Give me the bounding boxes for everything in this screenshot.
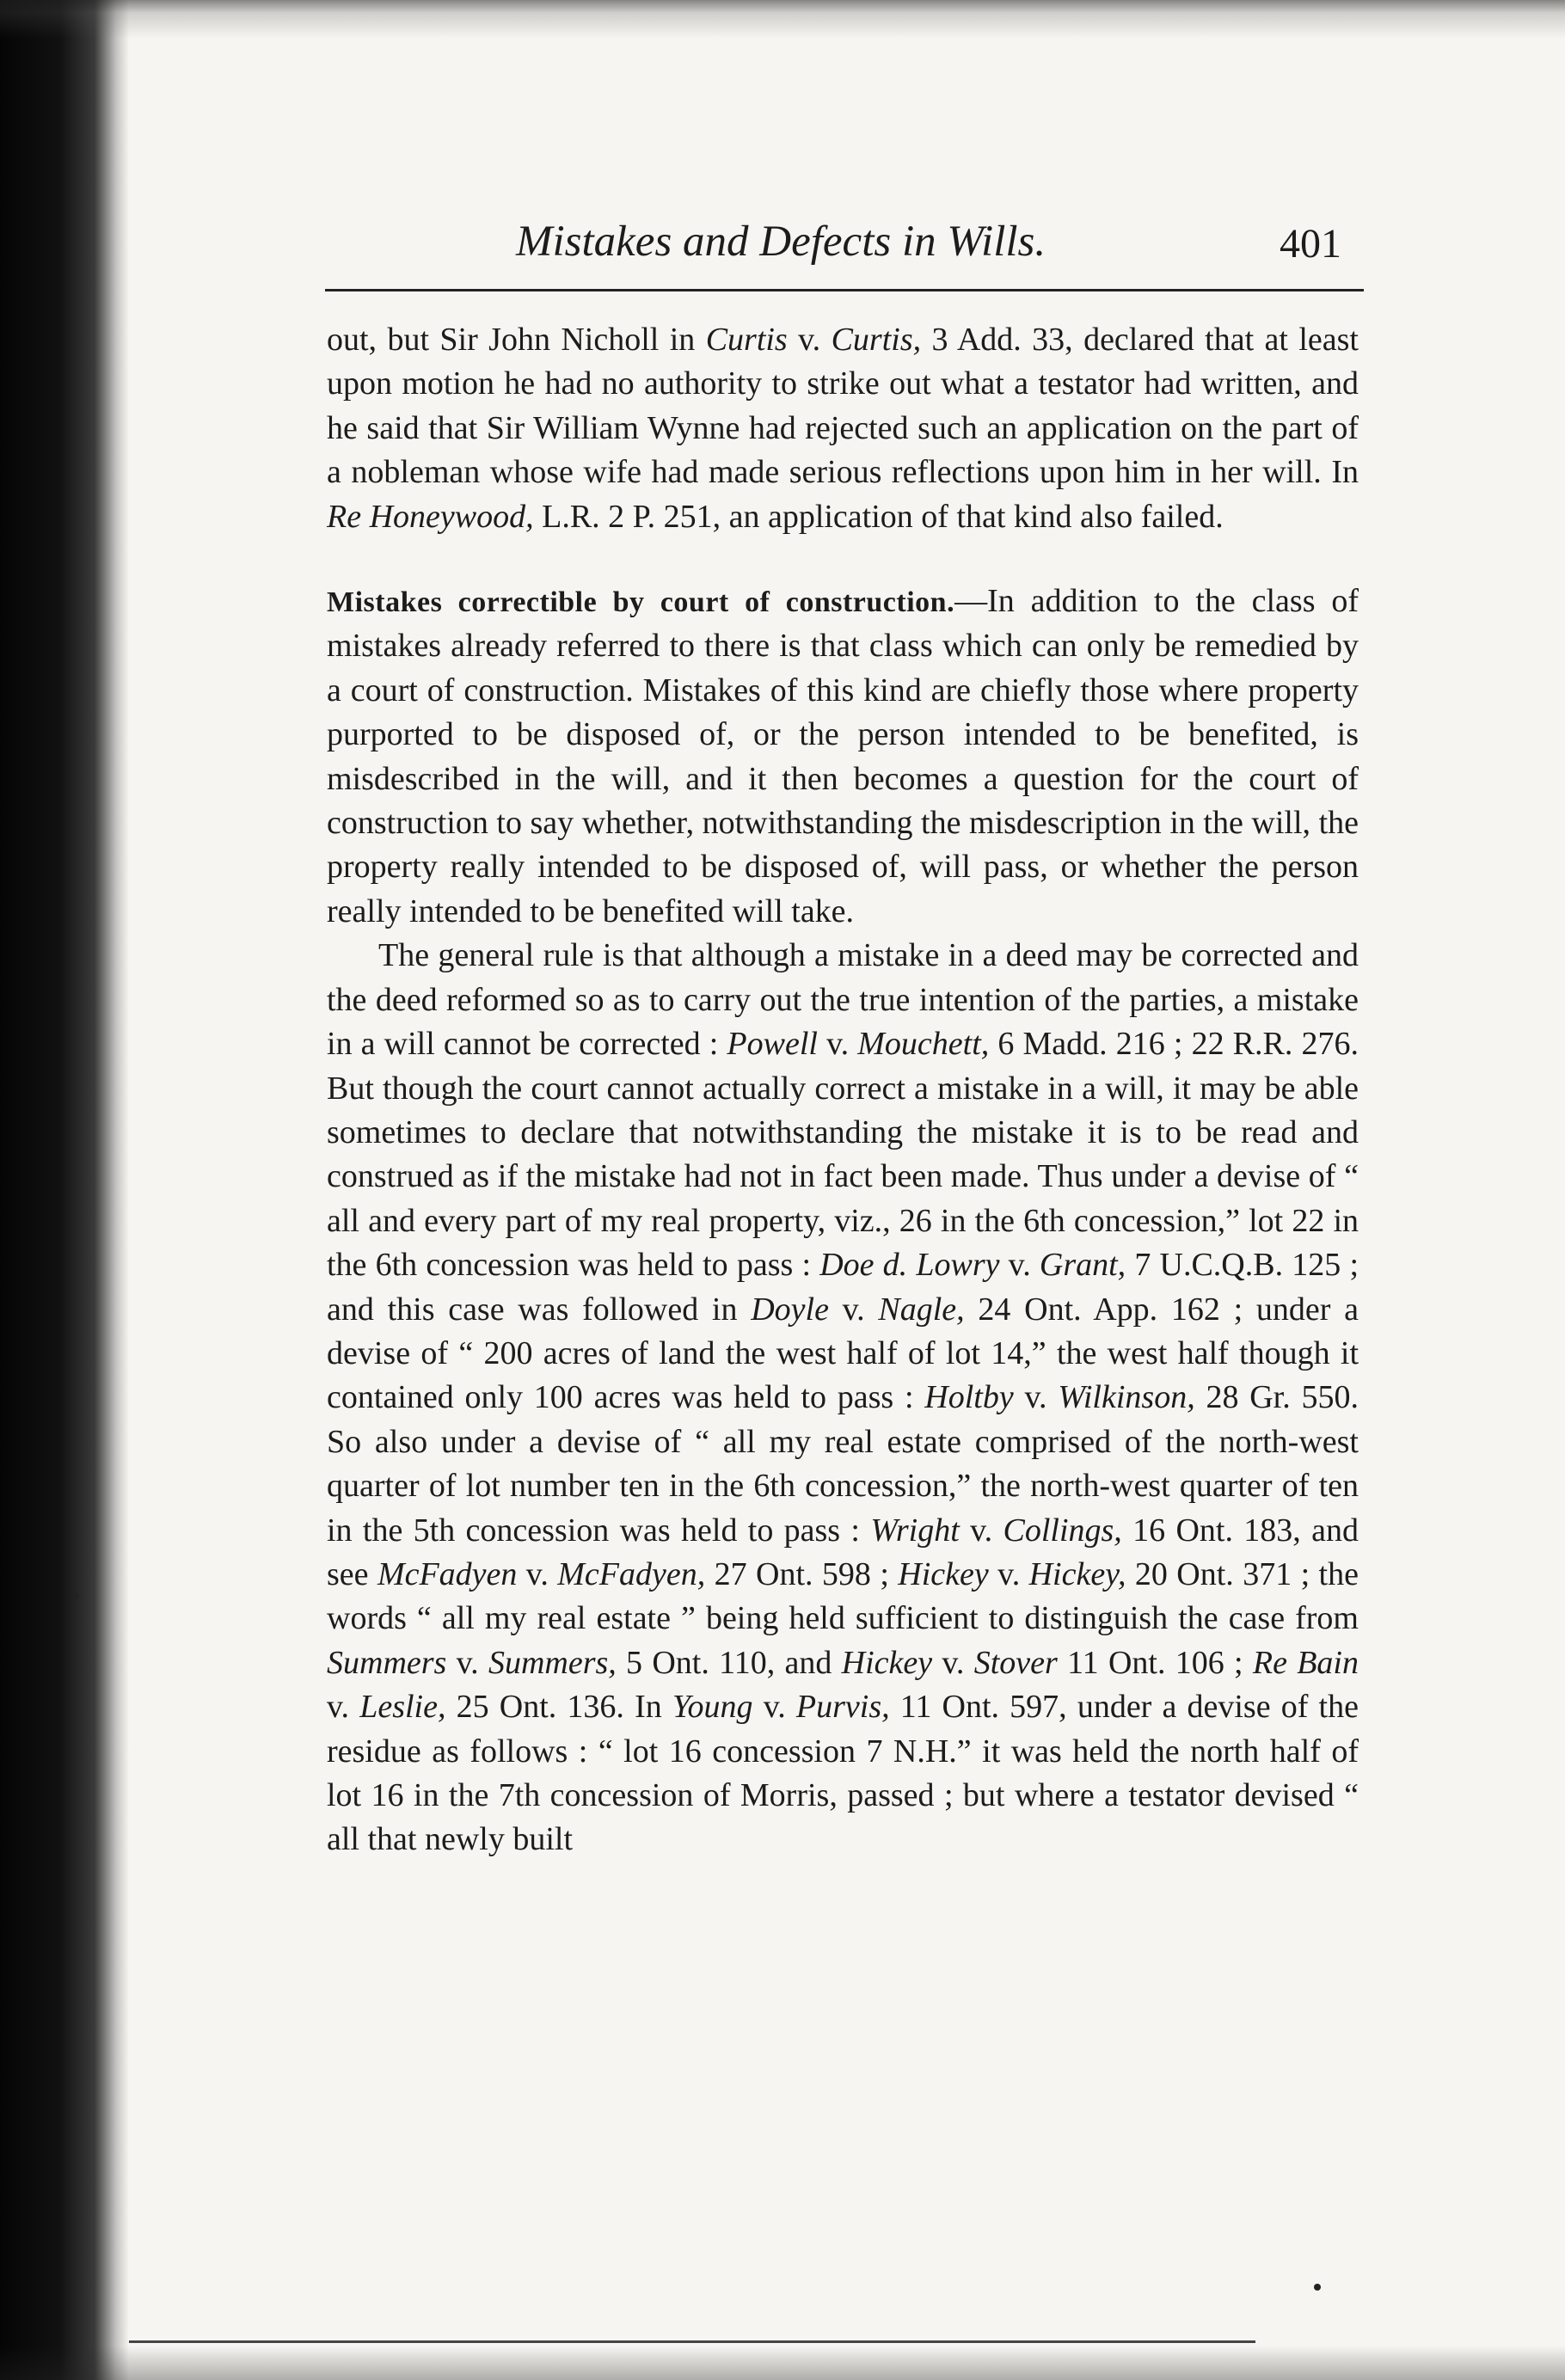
- section-gap: [327, 539, 1359, 580]
- case-citation: Holtby: [924, 1379, 1014, 1416]
- case-citation: Grant,: [1039, 1247, 1126, 1284]
- case-citation: Doe d. Lowry: [819, 1247, 1000, 1284]
- paragraph-3: The general rule is that although a mistake in a deed may be corrected and the deed reformed so as to carry out the true intention of the parties, a mistake in a will cannot be corrected : Powell v. Mouchett, 6 Madd. 216 ; 22 R.R. 276. But though the court cannot actually correct a mistake in a will, it may be able sometimes to declare that notwithstanding the mistake it is to be read and construed as if the mistake had not in fact been made. Thus under a devise of “ all and every part of my real property, viz., 26 in the 6th concession,” lot 22 in the 6th concession was held to pass : Doe d. Lowry v. Grant, 7 U.C.Q.B. 125 ; and this case was followed in Doyle v. Nagle, 24 Ont. App. 162 ; under a devise of “ 200 acres of land the west half of lot 14,” the west half though it contained only 100 acres was held to pass : Holtby v. Wilkinson, 28 Gr. 550. So also under a devise of “ all my real estate comprised of the north-west quarter of lot number ten in the 6th concession,” the north-west quarter of ten in the 5th concession was held to pass : Wright v. Collings, 16 Ont. 183, and see McFadyen v. McFadyen, 27 Ont. 598 ; Hickey v. Hickey, 20 Ont. 371 ; the words “ all my real estate ” being held sufficient to distinguish the case from Summers v. Summers, 5 Ont. 110, and Hickey v. Stover 11 Ont. 106 ; Re Bain v. Leslie, 25 Ont. 136. In Young v. Purvis, 11 Ont. 597, under a devise of the residue as follows : “ lot 16 concession 7 N.H.” it was held the north half of lot 16 in the 7th concession of Morris, passed ; but where a testator devised “ all that newly built: [327, 937, 1359, 1858]
- case-citation: Purvis,: [795, 1689, 890, 1726]
- bottom-edge-rule: [129, 2340, 1255, 2343]
- case-citation: Leslie,: [359, 1689, 446, 1726]
- case-citation: Re Bain: [1252, 1644, 1359, 1681]
- margin-dot: [72, 1592, 79, 1599]
- case-citation: Re Honeywood,: [327, 498, 534, 535]
- case-citation: Wright: [870, 1512, 960, 1549]
- case-citation: Hickey,: [1028, 1555, 1126, 1592]
- case-citation: Doyle: [751, 1291, 829, 1328]
- case-citation: Collings,: [1003, 1512, 1122, 1549]
- case-citation: Nagle,: [878, 1291, 965, 1328]
- side-heading: Mistakes correctible by court of construction.: [327, 586, 955, 619]
- case-citation: Summers: [327, 1644, 447, 1681]
- page-number: 401: [1280, 221, 1341, 267]
- case-citation: Curtis: [705, 322, 788, 358]
- case-citation: Hickey: [841, 1644, 933, 1681]
- case-citation: Summers,: [488, 1644, 617, 1681]
- case-citation: Powell: [727, 1026, 818, 1063]
- paragraph-2: Mistakes correctible by court of construction.—In addition to the class of mistakes already referred to there is that class which can only be remedied by a court of construction. Mistakes of this kind are chiefly those where property purported to be disposed of, or the person intended to be benefited, is misdescribed in the will, and it then becomes a question for the court of construction to say whether, notwithstanding the misdescription in the will, the property really intended to be disposed of, will pass, or whether the person really intended to be benefited will take.: [327, 583, 1359, 929]
- case-citation: McFadyen,: [557, 1555, 706, 1592]
- case-citation: Hickey: [898, 1555, 989, 1592]
- running-title: Mistakes and Defects in Wills.: [516, 218, 1046, 266]
- case-citation: Mouchett,: [857, 1026, 990, 1063]
- margin-dot: [1314, 2284, 1321, 2291]
- header-rule: [325, 289, 1364, 291]
- case-citation: Wilkinson,: [1058, 1379, 1195, 1416]
- case-citation: McFadyen: [377, 1555, 518, 1592]
- paragraph-1: out, but Sir John Nicholl in Curtis v. Curtis, 3 Add. 33, declared that at least upon motion he had no authority to strike out what a testator had written, and he said that Sir William Wynne had rejected such an application on the part of a nobleman whose wife had made serious reflections upon him in her will. In Re Honeywood, L.R. 2 P. 251, an application of that kind also failed.: [327, 322, 1359, 535]
- page-edge-shadow-left: [0, 0, 129, 2380]
- case-citation: Stover: [973, 1644, 1058, 1681]
- case-citation: Curtis,: [831, 322, 922, 358]
- page-edge-shadow-bottom: [0, 2346, 1565, 2380]
- page-body: [327, 318, 1359, 1862]
- case-citation: Young: [672, 1689, 753, 1726]
- page-edge-shadow-top: [0, 0, 1565, 39]
